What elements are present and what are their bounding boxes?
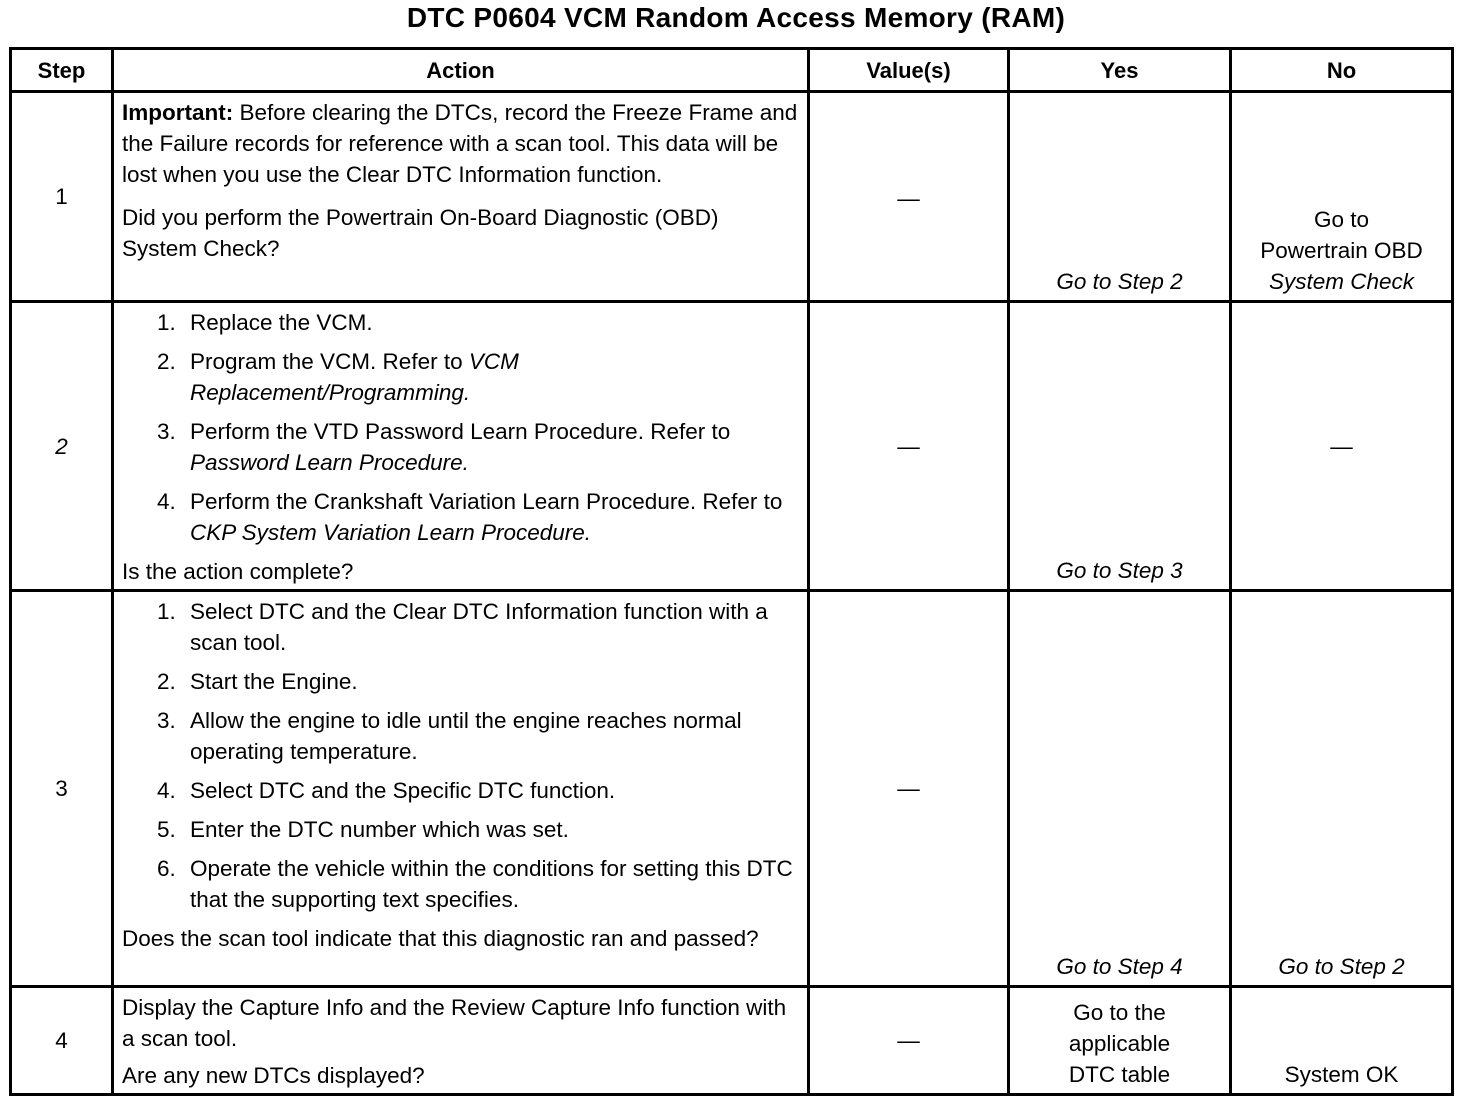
- yes-cell: Go to Step 4: [1009, 591, 1231, 987]
- header-action: Action: [113, 49, 809, 92]
- list-item: 1. Select DTC and the Clear DTC Information function with a scan tool.: [182, 596, 799, 658]
- question-text: Are any new DTCs displayed?: [122, 1063, 425, 1088]
- yes-line-2: applicable: [1068, 1031, 1171, 1056]
- table-row-step-2: [11, 302, 1453, 591]
- list-item: 4. Perform the Crankshaft Variation Learn Procedure. Refer to CKP System Variation Learn Procedure.: [182, 486, 799, 548]
- yes-cell: Go to Step 2: [1009, 92, 1231, 302]
- question-text: Is the action complete?: [122, 559, 354, 584]
- step-number: 4: [11, 987, 113, 1095]
- page-title: DTC P0604 VCM Random Access Memory (RAM): [406, 2, 1066, 33]
- no-cell: System OK: [1231, 987, 1453, 1095]
- table-row-step-4: [11, 987, 1453, 1095]
- list-item: 2. Start the Engine.: [182, 666, 799, 697]
- reference-link: Password Learn Procedure.: [190, 450, 469, 475]
- action-cell: [113, 92, 809, 302]
- value-cell: —: [809, 591, 1009, 987]
- yes-cell: [1009, 987, 1231, 1095]
- no-cell: [1231, 92, 1453, 302]
- no-cell: —: [1231, 302, 1453, 591]
- header-no: No: [1231, 49, 1453, 92]
- step-number: 3: [11, 591, 113, 987]
- action-cell: [113, 302, 809, 591]
- no-line-1: Go to: [1313, 207, 1370, 232]
- reference-link: VCM Replacement/Programming.: [190, 349, 519, 405]
- important-text: Before clearing the DTCs, record the Freeze Frame and the Failure records for reference with a scan tool. This data will be lost when you use the Clear DTC Information function.: [122, 100, 798, 187]
- value-cell: —: [809, 302, 1009, 591]
- list-item: 4. Select DTC and the Specific DTC function.: [182, 775, 799, 806]
- table-row-step-3: [11, 591, 1453, 987]
- list-item: 2. Program the VCM. Refer to VCM Replacement/Programming.: [182, 346, 799, 408]
- action-list: [122, 596, 799, 915]
- list-item: 6. Operate the vehicle within the conditions for setting this DTC that the supporting text specifies.: [182, 853, 799, 915]
- yes-cell: Go to Step 3: [1009, 302, 1231, 591]
- list-item: 3. Perform the VTD Password Learn Procedure. Refer to Password Learn Procedure.: [182, 416, 799, 478]
- dtc-table: [9, 47, 1454, 1096]
- header-step: Step: [11, 49, 113, 92]
- list-item: 5. Enter the DTC number which was set.: [182, 814, 799, 845]
- action-cell: [113, 591, 809, 987]
- action-text: Display the Capture Info and the Review Capture Info function with a scan tool.: [122, 995, 787, 1051]
- list-item: 1. Replace the VCM.: [182, 307, 799, 338]
- reference-link: CKP System Variation Learn Procedure.: [190, 520, 592, 545]
- action-cell: [113, 987, 809, 1095]
- question-text: Does the scan tool indicate that this diagnostic ran and passed?: [122, 926, 759, 951]
- header-values: Value(s): [809, 49, 1009, 92]
- table-header-row: [11, 49, 1453, 92]
- value-cell: —: [809, 987, 1009, 1095]
- important-label: Important:: [122, 100, 234, 125]
- step-number: 2: [11, 302, 113, 591]
- value-cell: —: [809, 92, 1009, 302]
- no-line-3: System Check: [1268, 269, 1415, 294]
- header-yes: Yes: [1009, 49, 1231, 92]
- no-cell: Go to Step 2: [1231, 591, 1453, 987]
- step-number: 1: [11, 92, 113, 302]
- question-text: Did you perform the Powertrain On-Board Diagnostic (OBD) System Check?: [122, 205, 719, 261]
- action-list: [122, 307, 799, 548]
- list-item: 3. Allow the engine to idle until the engine reaches normal operating temperature.: [182, 705, 799, 767]
- yes-line-3: DTC table: [1068, 1062, 1171, 1087]
- yes-line-1: Go to the: [1073, 1000, 1166, 1025]
- no-line-2: Powertrain OBD: [1260, 238, 1423, 263]
- table-row-step-1: [11, 92, 1453, 302]
- important-note: [122, 97, 799, 190]
